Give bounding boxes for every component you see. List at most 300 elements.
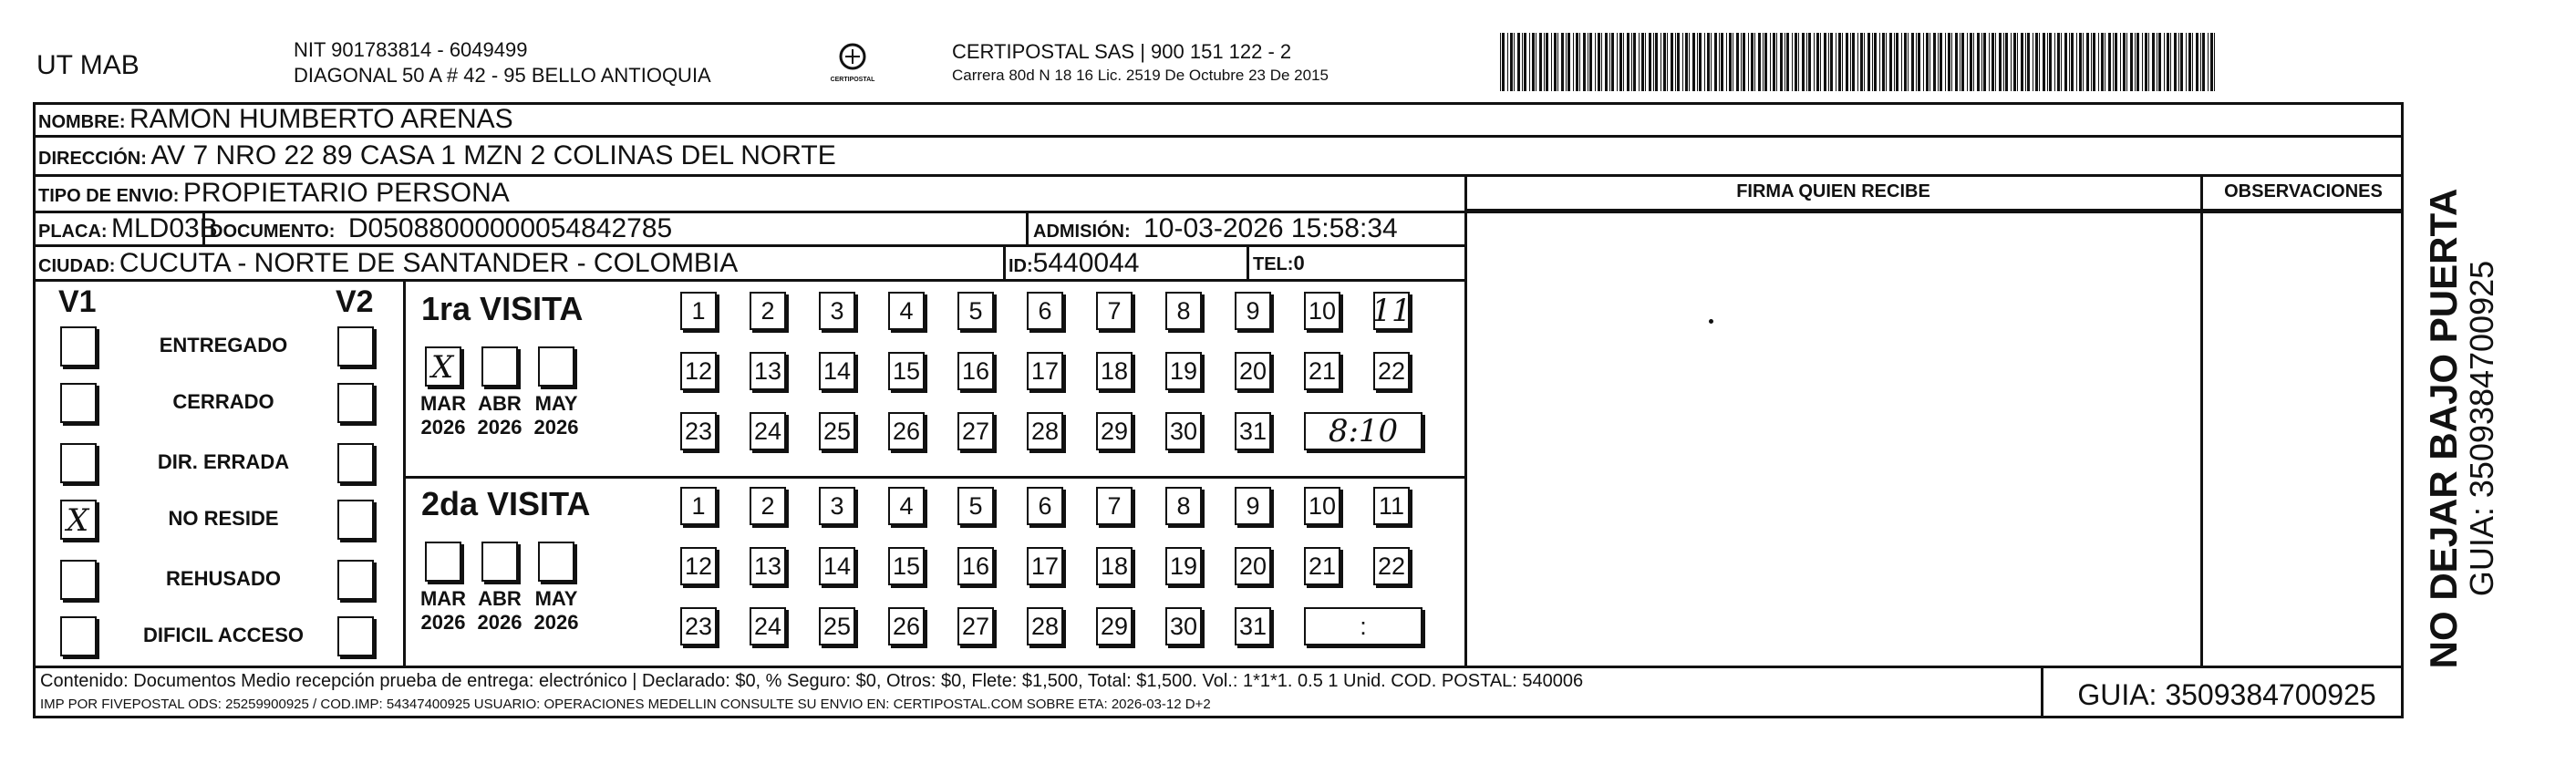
- visit2-day-box[interactable]: 15: [888, 547, 925, 585]
- certipostal-seal-icon: [825, 36, 880, 91]
- barcode-bar: [1904, 33, 1907, 91]
- nombre-row: [38, 104, 513, 135]
- barcode-bar: [2108, 33, 2111, 91]
- barcode-bar: [1529, 33, 1530, 91]
- barcode-bar: [1846, 33, 1848, 91]
- barcode-bar: [1623, 33, 1624, 91]
- barcode-bar: [1583, 33, 1586, 91]
- barcode-bar: [1641, 33, 1644, 91]
- barcode-bar: [1729, 33, 1732, 91]
- admision-cell: [1033, 213, 1398, 244]
- barcode-bar: [2208, 33, 2209, 91]
- barcode-bar: [1951, 33, 1952, 91]
- barcode-bar: [1751, 33, 1754, 91]
- visit2-day-box[interactable]: 10: [1304, 487, 1340, 525]
- barcode-bar: [1850, 33, 1851, 91]
- barcode-bar: [2115, 33, 2117, 91]
- barcode-bar: [2178, 33, 2179, 91]
- barcode-bar: [1721, 33, 1723, 91]
- visit1-day-box[interactable]: 31: [1235, 412, 1271, 450]
- v2-checkbox[interactable]: [337, 443, 374, 483]
- visit2-month-label: MAY: [534, 587, 578, 610]
- v2-label: V2: [336, 284, 374, 319]
- barcode-bar: [2101, 33, 2104, 91]
- barcode-bar: [1524, 33, 1526, 91]
- visit2-year-label: 2026: [420, 611, 466, 634]
- barcode-bar: [2188, 33, 2191, 91]
- barcode-bar: [1786, 33, 1789, 91]
- barcode-bar: [1500, 33, 1501, 91]
- barcode-bar: [1961, 33, 1964, 91]
- barcode-bar: [1820, 33, 1821, 91]
- tipo-envio-label: TIPO DE ENVIO:: [38, 186, 180, 206]
- barcode-bar: [2069, 33, 2070, 91]
- visit1-day-box[interactable]: 22: [1373, 352, 1410, 390]
- barcode-bar: [2083, 33, 2084, 91]
- barcode-bar: [1510, 33, 1513, 91]
- visit2-day-box[interactable]: 22: [1373, 547, 1410, 585]
- tel-label: TEL:: [1253, 254, 1294, 274]
- footer-guia: GUIA: 3509384700925: [2077, 678, 2376, 711]
- documento-cell: [210, 213, 672, 244]
- barcode-bar: [2164, 33, 2165, 91]
- barcode-bar: [2167, 33, 2169, 91]
- visit1-day-box[interactable]: 10: [1304, 292, 1340, 330]
- barcode-bar: [1677, 33, 1680, 91]
- visit1-year-label: 2026: [533, 416, 579, 439]
- tipo-envio-row: [38, 178, 510, 209]
- visit2-day-box[interactable]: 3: [819, 487, 855, 525]
- tel-value: 0: [1293, 252, 1305, 274]
- ciudad-value: CUCUTA - NORTE DE SANTANDER - COLOMBIA: [119, 248, 739, 278]
- barcode-bar: [1860, 33, 1863, 91]
- side-guia-text: GUIA: 3509384700925: [2463, 260, 2500, 597]
- barcode-bar: [1889, 33, 1892, 91]
- visit2-day-box[interactable]: 18: [1096, 547, 1133, 585]
- barcode-bar: [1933, 33, 1936, 91]
- barcode-bar: [1689, 33, 1690, 91]
- ciudad-label: CIUDAD:: [38, 256, 116, 276]
- barcode-bar: [2005, 33, 2008, 91]
- v1-checkbox[interactable]: [60, 616, 97, 656]
- barcode-bar: [1601, 33, 1602, 91]
- barcode-bar: [1908, 33, 1909, 91]
- barcode-bar: [2130, 33, 2133, 91]
- visit2-day-box[interactable]: 24: [750, 607, 786, 645]
- visit1-day-box[interactable]: 2: [750, 292, 786, 330]
- barcode-bar: [1685, 33, 1688, 91]
- visit2-day-box[interactable]: 29: [1096, 607, 1133, 645]
- carrier-name: CERTIPOSTAL SAS | 900 151 122 - 2: [952, 40, 1292, 63]
- visit1-day-box[interactable]: 18: [1096, 352, 1133, 390]
- signature-dot: [1709, 319, 1713, 324]
- visit2-day-box[interactable]: 31: [1235, 607, 1271, 645]
- barcode-bar: [1645, 33, 1646, 91]
- visit1-day-box[interactable]: 16: [957, 352, 994, 390]
- barcode-bar: [1514, 33, 1515, 91]
- barcode-bar: [1816, 33, 1819, 91]
- barcode-bar: [1631, 33, 1632, 91]
- barcode-bar: [1824, 33, 1826, 91]
- visit1-day-box[interactable]: 13: [750, 352, 786, 390]
- tel-cell: [1253, 252, 1305, 275]
- footer-contenido: Contenido: Documentos Medio recepción prueba de entrega: electrónico | Declarado: $0, % Seguro: $0, Otros: $0, Flete: $1,500, Total: $1,500. Vol.: 1*1*1. 0.5 1 Unid. COD. POSTAL: 540006: [40, 671, 1584, 691]
- barcode-bar: [1573, 33, 1574, 91]
- barcode-bar: [2202, 33, 2205, 91]
- barcode-bar: [1806, 33, 1807, 91]
- barcode-bar: [1554, 33, 1557, 91]
- visit2-day-box[interactable]: 6: [1027, 487, 1063, 525]
- visit2-year-label: 2026: [533, 611, 579, 634]
- barcode-bar: [1948, 33, 1950, 91]
- barcode-bar: [1995, 33, 1996, 91]
- visit2-day-box[interactable]: 4: [888, 487, 925, 525]
- barcode-bar: [1999, 33, 2002, 91]
- barcode-bar: [1795, 33, 1797, 91]
- barcode-bar: [1929, 33, 1930, 91]
- barcode-bar: [2142, 33, 2143, 91]
- barcode-bar: [2123, 33, 2126, 91]
- v1-checkbox[interactable]: [60, 443, 97, 483]
- visit2-day-box[interactable]: 20: [1235, 547, 1271, 585]
- barcode-bar: [1764, 33, 1767, 91]
- status-reason-label: NO RESIDE: [168, 507, 279, 530]
- visit2-day-box[interactable]: 19: [1165, 547, 1202, 585]
- barcode-bar: [1874, 33, 1877, 91]
- barcode-bar: [1857, 33, 1858, 91]
- visit2-day-box[interactable]: 1: [680, 487, 717, 525]
- visit2-day-box[interactable]: 8: [1165, 487, 1202, 525]
- barcode-bar: [1977, 33, 1980, 91]
- barcode-bar: [1605, 33, 1608, 91]
- barcode-bar: [2214, 33, 2215, 91]
- barcode-bar: [1798, 33, 1799, 91]
- direccion-label: DIRECCIÓN:: [38, 149, 147, 169]
- barcode-bar: [2180, 33, 2183, 91]
- barcode-bar: [1763, 33, 1764, 91]
- barcode-bar: [2049, 33, 2052, 91]
- visit1-day-box[interactable]: 6: [1027, 292, 1063, 330]
- barcode-bar: [1579, 33, 1580, 91]
- documento-label: DOCUMENTO:: [210, 222, 336, 242]
- barcode-bar: [1970, 33, 1972, 91]
- barcode-bar: [2013, 33, 2016, 91]
- barcode: [1500, 33, 2220, 91]
- barcode-bar: [1617, 33, 1618, 91]
- barcode-bar: [1814, 33, 1815, 91]
- visit2-month-label: MAR: [419, 587, 467, 610]
- barcode-bar: [1916, 33, 1917, 91]
- barcode-bar: [1517, 33, 1520, 91]
- visit1-day-box[interactable]: 8: [1165, 292, 1202, 330]
- barcode-bar: [1609, 33, 1610, 91]
- barcode-bar: [1595, 33, 1596, 91]
- documento-value: D05088000000054842785: [347, 213, 673, 243]
- barcode-bar: [2054, 33, 2055, 91]
- v2-checkbox[interactable]: [337, 500, 374, 540]
- visit2-day-box[interactable]: 30: [1165, 607, 1202, 645]
- visit1-day-box[interactable]: 21: [1304, 352, 1340, 390]
- visit1-month-checkbox[interactable]: [538, 346, 574, 387]
- visit2-day-box[interactable]: 12: [680, 547, 717, 585]
- visit1-day-box[interactable]: 11: [1371, 293, 1412, 329]
- visit1-day-box[interactable]: 5: [957, 292, 994, 330]
- visit1-day-box[interactable]: 20: [1235, 352, 1271, 390]
- visit1-day-box[interactable]: 14: [819, 352, 855, 390]
- visit1-day-box[interactable]: 25: [819, 412, 855, 450]
- barcode-bar: [1736, 33, 1739, 91]
- barcode-bar: [1539, 33, 1542, 91]
- v2-checkbox[interactable]: [337, 383, 374, 423]
- barcode-bar: [1882, 33, 1885, 91]
- visit2-year-label: 2026: [477, 611, 522, 634]
- v2-checkbox[interactable]: [337, 560, 374, 600]
- status-reason-label: CERRADO: [172, 390, 274, 413]
- visit1-day-box[interactable]: 7: [1096, 292, 1133, 330]
- observaciones-area: [2205, 213, 2402, 664]
- barcode-bar: [2113, 33, 2114, 91]
- barcode-bar: [2148, 33, 2149, 91]
- visit1-year-label: 2026: [477, 416, 522, 439]
- visit2-day-box[interactable]: 23: [680, 607, 717, 645]
- barcode-bar: [2003, 33, 2004, 91]
- visit2-day-box[interactable]: 28: [1027, 607, 1063, 645]
- barcode-bar: [1566, 33, 1567, 91]
- company-name: UT MAB: [36, 50, 140, 80]
- visit2-day-box[interactable]: 9: [1235, 487, 1271, 525]
- visit1-day-box[interactable]: 19: [1165, 352, 1202, 390]
- barcode-bar: [1748, 33, 1749, 91]
- placa-label: PLACA:: [38, 222, 108, 242]
- barcode-bar: [1726, 33, 1727, 91]
- barcode-bar: [1828, 33, 1829, 91]
- visit1-day-box[interactable]: 29: [1096, 412, 1133, 450]
- admision-value: 10-03-2026 15:58:34: [1143, 213, 1398, 243]
- visit1-day-box[interactable]: 24: [750, 412, 786, 450]
- barcode-bar: [1879, 33, 1880, 91]
- barcode-bar: [1896, 33, 1898, 91]
- barcode-bar: [1991, 33, 1994, 91]
- barcode-bar: [1675, 33, 1676, 91]
- barcode-bar: [1911, 33, 1914, 91]
- barcode-bar: [1802, 33, 1805, 91]
- barcode-bar: [2152, 33, 2155, 91]
- visit2-day-box[interactable]: 21: [1304, 547, 1340, 585]
- visit2-day-box[interactable]: 25: [819, 607, 855, 645]
- barcode-bar: [2021, 33, 2023, 91]
- barcode-bar: [1633, 33, 1636, 91]
- barcode-bar: [2196, 33, 2198, 91]
- visit1-day-box[interactable]: 12: [680, 352, 717, 390]
- logo-text: CERTIPOSTAL: [830, 77, 875, 83]
- visit1-day-box[interactable]: 3: [819, 292, 855, 330]
- barcode-bar: [1940, 33, 1942, 91]
- barcode-bar: [2170, 33, 2171, 91]
- barcode-bar: [1598, 33, 1600, 91]
- barcode-bar: [1945, 33, 1946, 91]
- barcode-bar: [1872, 33, 1873, 91]
- visit1-day-box[interactable]: 26: [888, 412, 925, 450]
- barcode-bar: [2057, 33, 2060, 91]
- visit1-day-box[interactable]: 27: [957, 412, 994, 450]
- barcode-bar: [2186, 33, 2187, 91]
- barcode-bar: [2027, 33, 2030, 91]
- visit1-day-box[interactable]: 1: [680, 292, 717, 330]
- barcode-bar: [1918, 33, 1920, 91]
- company-address: DIAGONAL 50 A # 42 - 95 BELLO ANTIOQUIA: [294, 64, 711, 87]
- visit2-day-box[interactable]: 14: [819, 547, 855, 585]
- visit2-day-box[interactable]: 11: [1373, 487, 1410, 525]
- barcode-bar: [1704, 33, 1705, 91]
- firma-header: FIRMA QUIEN RECIBE: [1736, 181, 1930, 201]
- barcode-bar: [1842, 33, 1843, 91]
- id-label: ID:: [1009, 256, 1033, 276]
- barcode-bar: [1955, 33, 1958, 91]
- check-mark: X: [67, 502, 89, 539]
- barcode-bar: [1780, 33, 1783, 91]
- v1-checkbox[interactable]: [60, 500, 97, 540]
- barcode-bar: [1938, 33, 1939, 91]
- no-dejar-text: NO DEJAR BAJO PUERTA: [2422, 188, 2465, 669]
- barcode-bar: [2079, 33, 2082, 91]
- barcode-bar: [1532, 33, 1535, 91]
- barcode-bar: [2126, 33, 2127, 91]
- visit1-day-box[interactable]: 23: [680, 412, 717, 450]
- barcode-bar: [1699, 33, 1702, 91]
- visit1-day-box[interactable]: 28: [1027, 412, 1063, 450]
- barcode-bar: [1926, 33, 1929, 91]
- barcode-bar: [2158, 33, 2161, 91]
- check-mark: X: [431, 349, 454, 386]
- visit1-day-box[interactable]: 30: [1165, 412, 1202, 450]
- visit1-day-box[interactable]: 4: [888, 292, 925, 330]
- carrier-license: Carrera 80d N 18 16 Lic. 2519 De Octubre 23 De 2015: [952, 67, 1329, 84]
- barcode-bar: [1667, 33, 1668, 91]
- barcode-bar: [1682, 33, 1683, 91]
- visit2-day-box[interactable]: 27: [957, 607, 994, 645]
- v2-checkbox[interactable]: [337, 616, 374, 656]
- placa-value: MLD03B: [111, 213, 218, 243]
- barcode-bar: [1557, 33, 1558, 91]
- barcode-bar: [2093, 33, 2095, 91]
- barcode-bar: [2135, 33, 2136, 91]
- barcode-bar: [2091, 33, 2092, 91]
- nombre-value: RAMON HUMBERTO ARENAS: [129, 104, 513, 134]
- barcode-bar: [1561, 33, 1564, 91]
- visit1-day-box[interactable]: 17: [1027, 352, 1063, 390]
- barcode-bar: [1758, 33, 1761, 91]
- barcode-bar: [2047, 33, 2048, 91]
- status-reason-label: ENTREGADO: [159, 334, 288, 356]
- footer-imp: IMP POR FIVEPOSTAL ODS: 25259900925 / COD.IMP: 54347400925 USUARIO: OPERACIONES MEDELLIN CONSULTE SU ENVIO EN: CERTIPOSTAL.COM SOBRE ETA: 2026-03-12 D+2: [40, 697, 1211, 712]
- visit1-time-box[interactable]: 8:10: [1304, 412, 1422, 450]
- v1-label: V1: [58, 284, 97, 319]
- barcode-bar: [2174, 33, 2177, 91]
- barcode-bar: [2061, 33, 2062, 91]
- visit2-day-box[interactable]: 17: [1027, 547, 1063, 585]
- barcode-bar: [1973, 33, 1974, 91]
- barcode-bar: [1660, 33, 1661, 91]
- barcode-bar: [1886, 33, 1887, 91]
- barcode-bar: [1692, 33, 1695, 91]
- visit1-month-checkbox[interactable]: [481, 346, 518, 387]
- v1-checkbox[interactable]: [60, 383, 97, 423]
- barcode-bar: [1589, 33, 1592, 91]
- barcode-bar: [1838, 33, 1841, 91]
- visit2-day-box[interactable]: 26: [888, 607, 925, 645]
- barcode-bar: [2200, 33, 2201, 91]
- visit1-month-label: MAR: [419, 392, 467, 415]
- nombre-label: NOMBRE:: [38, 112, 126, 132]
- barcode-bar: [1967, 33, 1968, 91]
- barcode-bar: [1655, 33, 1658, 91]
- barcode-bar: [1981, 33, 1982, 91]
- visit2-day-box[interactable]: 13: [750, 547, 786, 585]
- barcode-bar: [1741, 33, 1742, 91]
- placa-cell: [38, 213, 218, 244]
- barcode-bar: [1894, 33, 1895, 91]
- barcode-bar: [1671, 33, 1673, 91]
- barcode-bar: [1867, 33, 1870, 91]
- barcode-bar: [1983, 33, 1986, 91]
- barcode-bar: [1619, 33, 1622, 91]
- v1-checkbox[interactable]: [60, 560, 97, 600]
- id-cell: [1009, 248, 1139, 279]
- barcode-bar: [1754, 33, 1755, 91]
- visit2-day-box[interactable]: 16: [957, 547, 994, 585]
- visit2-month-checkbox[interactable]: [481, 542, 518, 582]
- v2-checkbox[interactable]: [337, 326, 374, 367]
- barcode-bar: [2039, 33, 2040, 91]
- barcode-bar: [1923, 33, 1924, 91]
- barcode-bar: [1576, 33, 1578, 91]
- firma-area: [1468, 213, 2198, 664]
- status-reason-label: REHUSADO: [166, 567, 281, 590]
- barcode-bar: [1830, 33, 1833, 91]
- barcode-bar: [1663, 33, 1666, 91]
- visit2-time-box[interactable]: :: [1304, 607, 1422, 645]
- barcode-bar: [1639, 33, 1640, 91]
- v1-checkbox[interactable]: [60, 326, 97, 367]
- barcode-bar: [1697, 33, 1698, 91]
- visit2-month-checkbox[interactable]: [538, 542, 574, 582]
- barcode-bar: [1714, 33, 1717, 91]
- visit1-day-box[interactable]: 9: [1235, 292, 1271, 330]
- status-reason-label: DIFICIL ACCESO: [142, 624, 304, 646]
- barcode-bar: [1989, 33, 1990, 91]
- barcode-bar: [2136, 33, 2139, 91]
- visit1-month-checkbox[interactable]: [425, 346, 461, 387]
- visit1-day-box[interactable]: 15: [888, 352, 925, 390]
- barcode-bar: [2043, 33, 2045, 91]
- barcode-bar: [1776, 33, 1777, 91]
- tipo-envio-value: PROPIETARIO PERSONA: [182, 178, 510, 208]
- visit1-title: 1ra VISITA: [421, 290, 584, 327]
- barcode-bar: [1627, 33, 1629, 91]
- visit1-month-label: ABR: [478, 392, 522, 415]
- barcode-bar: [1546, 33, 1548, 91]
- barcode-bar: [1719, 33, 1720, 91]
- barcode-bar: [1507, 33, 1508, 91]
- visit2-month-checkbox[interactable]: [425, 542, 461, 582]
- visit2-day-box[interactable]: 7: [1096, 487, 1133, 525]
- visit2-day-box[interactable]: 5: [957, 487, 994, 525]
- barcode-bar: [1808, 33, 1811, 91]
- visit1-month-label: MAY: [534, 392, 578, 415]
- admision-label: ADMISIÓN:: [1033, 222, 1131, 242]
- visit2-title: 2da VISITA: [421, 485, 591, 522]
- visit2-day-box[interactable]: 2: [750, 487, 786, 525]
